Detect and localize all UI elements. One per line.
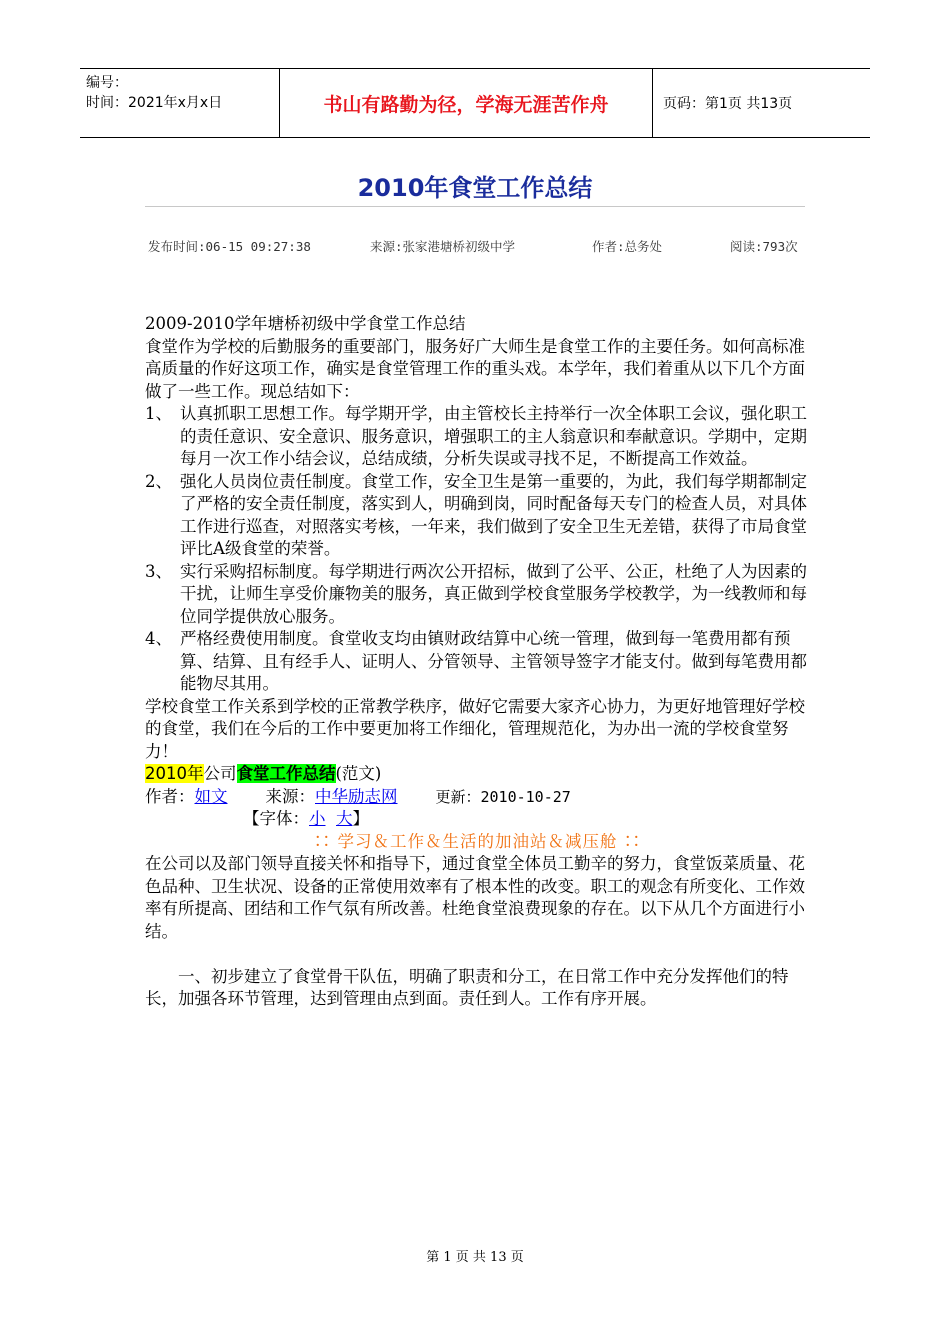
page-info: 页码：第1页 共13页 <box>663 96 793 112</box>
second-article-title <box>145 763 810 786</box>
number-label: 编号： <box>86 75 128 91</box>
second-paragraph-2: 一、初步建立了食堂骨干队伍，明确了职责和分工，在日常工作中充分发挥他们的特长，加强各环节管理，达到管理由点到面。责任到人。工作有序开展。 <box>145 966 789 1008</box>
title-company: 公司 <box>203 764 237 783</box>
article-title: 2010年食堂工作总结 <box>357 174 593 202</box>
font-close: 】 <box>352 809 369 828</box>
title-suffix: (范文) <box>335 764 382 783</box>
motto: 书山有路勤为径，学海无涯苦作舟 <box>280 69 653 137</box>
article-source: 来源:张家港塘桥初级中学 <box>370 239 516 254</box>
author-link[interactable]: 如文 <box>194 786 228 806</box>
conclusion-paragraph: 学校食堂工作关系到学校的正常教学秩序，做好它需要大家齐心协力，为更好地管理好学校的食堂，我们在今后的工作中要更加将工作细化，管理规范化，为办出一流的学校食堂努力！ <box>145 696 805 761</box>
time-label: 时间：2021年x月x日 <box>86 95 223 111</box>
intro-paragraph: 食堂作为学校的后勤服务的重要部门，服务好广大师生是食堂工作的主要任务。如何高标准高质量的作好这项工作，确实是食堂管理工作的重头戏。本学年，我们着重从以下几个方面做了一些工作。现总结如下： <box>145 336 805 401</box>
list-item <box>145 403 810 471</box>
item-number: 3、 <box>145 561 172 581</box>
title-year: 2010年 <box>145 764 204 783</box>
font-small-link[interactable]: 小 <box>309 809 326 828</box>
item-text: 严格经费使用制度。食堂收支均由镇财政结算中心统一管理，做到每一笔费用都有预算、结算、且有经手人、证明人、分管领导、主管领导签字才能支付。做到每笔费用都能物尽其用。 <box>180 629 807 693</box>
spacer <box>145 943 810 966</box>
font-open: 【字体： <box>243 809 309 828</box>
list-item <box>145 561 810 629</box>
item-text: 认真抓职工思想工作。每学期开学，由主管校长主持举行一次全体职工会议，强化职工的责任意识、安全意识、服务意识，增强职工的主人翁意识和奉献意识。学期中，定期每月一次工作小结会议，总结成绩，分析失误或寻找不足，不断提高工作效益。 <box>180 404 807 468</box>
font-size-controls <box>145 808 810 831</box>
slogan: ∷ 学习＆工作＆生活的加油站＆减压舱 ∷ <box>313 831 642 851</box>
second-paragraph-1: 在公司以及部门领导直接关怀和指导下，通过食堂全体员工勤辛的努力，食堂饭菜质量、花色品种、卫生状况、设备的正常使用效率有了根本性的改变。职工的观念有所变化、工作效率有所提高、团结和工作气氛有所改善。杜绝食堂浪费现象的存在。以下从几个方面进行小结。 <box>145 854 805 941</box>
item-number: 4、 <box>145 629 172 648</box>
article-subtitle: 2009-2010学年塘桥初级中学食堂工作总结 <box>145 314 466 333</box>
document-header <box>80 68 870 138</box>
article-author: 作者:总务处 <box>592 239 663 254</box>
item-number: 1、 <box>145 404 172 423</box>
item-number: 2、 <box>145 471 172 491</box>
read-count: 阅读:793次 <box>730 239 798 254</box>
article-body <box>145 313 810 1011</box>
list-item <box>145 628 810 696</box>
header-info <box>80 69 280 137</box>
source-label: 来源： <box>265 786 315 806</box>
title-divider <box>145 206 805 207</box>
author-label: 作者： <box>145 786 195 806</box>
item-text: 实行采购招标制度。每学期进行两次公开招标，做到了公平、公正，杜绝了人为因素的干扰，让师生享受价廉物美的服务，真正做到学校食堂服务学校教学，为一线教师和每位同学提供放心服务。 <box>180 561 807 626</box>
page-footer: 第 1 页 共 13 页 <box>426 1250 524 1265</box>
title-main: 食堂工作总结 <box>236 764 336 783</box>
second-article-meta <box>145 786 810 809</box>
publish-time: 发布时间:06-15 09:27:38 <box>148 239 311 254</box>
font-large-link[interactable]: 大 <box>336 809 353 828</box>
item-text: 强化人员岗位责任制度。食堂工作，安全卫生是第一重要的，为此，我们每学期都制定了严格的安全责任制度，落实到人，明确到岗，同时配备每天专门的检查人员，对具体工作进行巡查，对照落实考核，一年来，我们做到了安全卫生无差错，获得了市局食堂评比A级食堂的荣誉。 <box>180 471 807 558</box>
list-item <box>145 471 810 561</box>
updated-date: 更新：2010-10-27 <box>435 787 571 806</box>
source-link[interactable]: 中华励志网 <box>315 786 398 806</box>
